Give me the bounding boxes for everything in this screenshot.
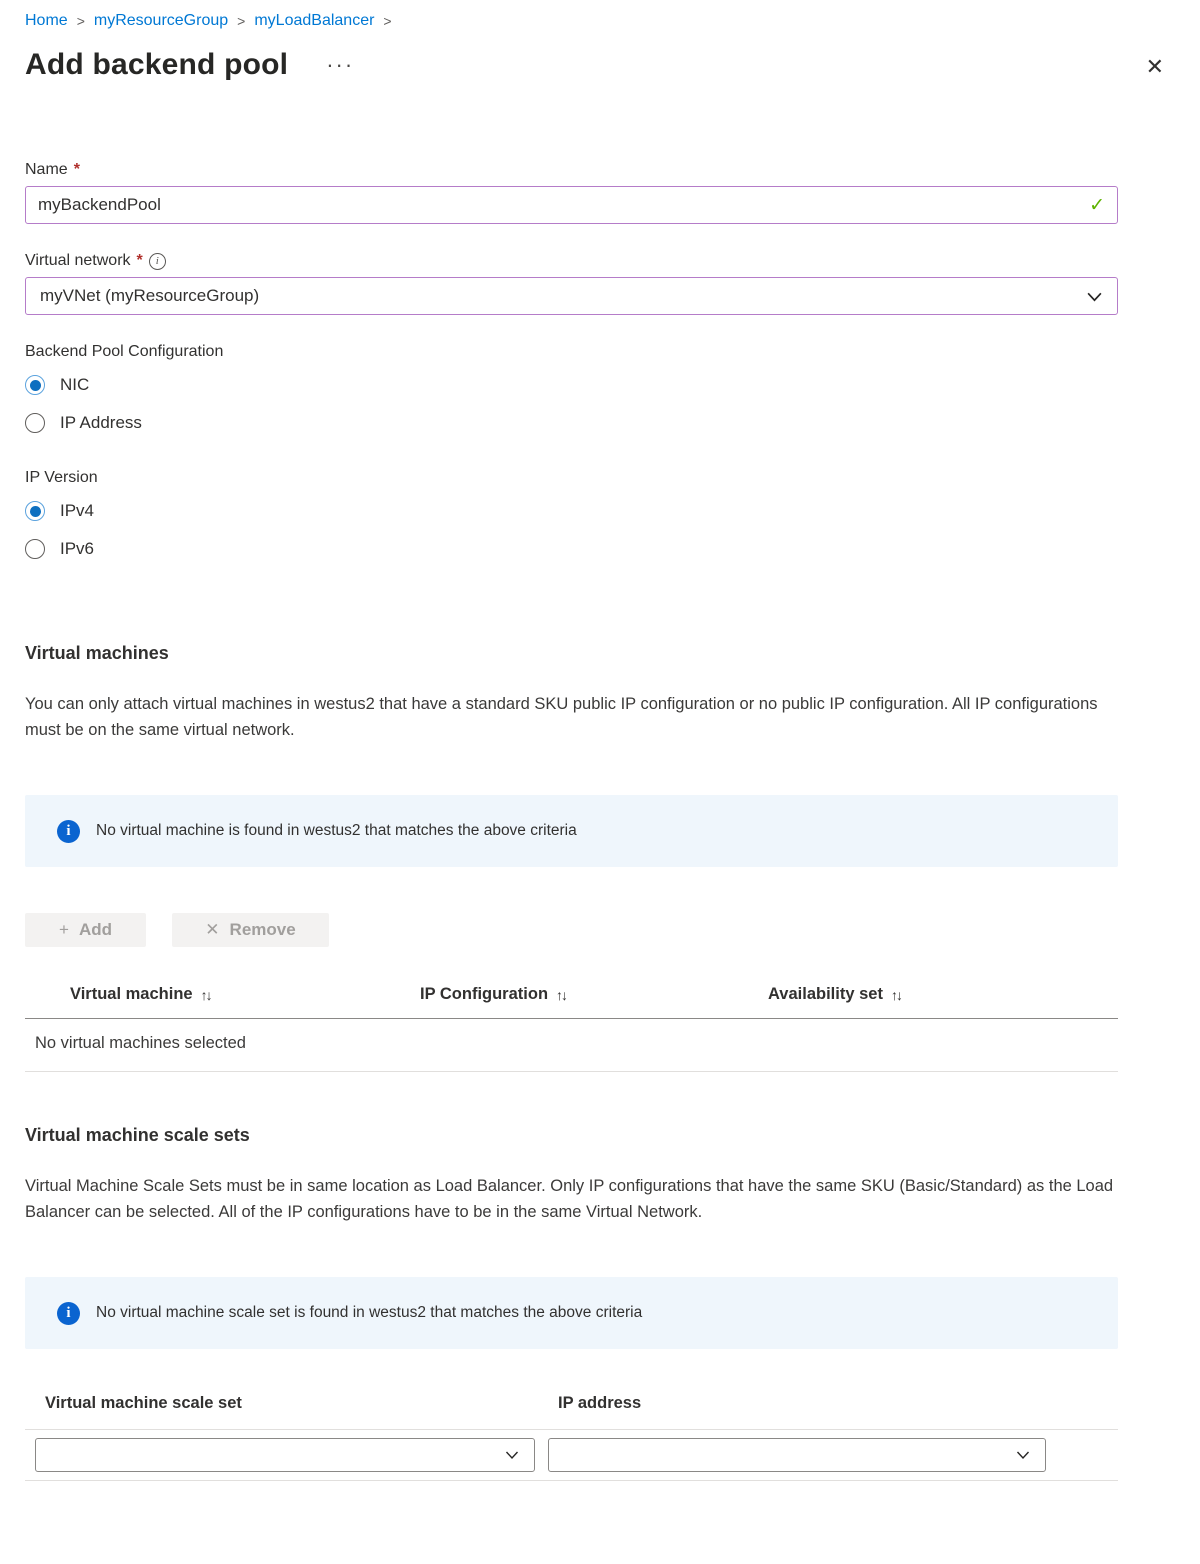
radio-nic[interactable]	[25, 371, 1118, 399]
page-title: Add backend pool	[25, 48, 289, 81]
plus-icon: +	[59, 920, 69, 939]
name-label: Name *	[25, 161, 80, 178]
vmss-description: Virtual Machine Scale Sets must be in same location as Load Balancer. Only IP configurations that have the same SKU (Basic/Standard) as the Load Balancer can be selected. All of the IP configurations have to be in the same Virtual Network.	[25, 1177, 1114, 1221]
breadcrumb	[25, 12, 1118, 30]
virtual-network-dropdown[interactable]	[25, 277, 1118, 315]
radio-ipv6[interactable]	[25, 535, 1118, 563]
chevron-down-icon	[504, 1447, 520, 1463]
radio-selected-icon	[25, 375, 45, 395]
radio-ipv6-label: IPv6	[60, 539, 95, 558]
info-icon: i	[57, 1302, 80, 1325]
backend-pool-configuration-label: Backend Pool Configuration	[25, 343, 224, 360]
vm-table-header	[25, 985, 1118, 1019]
add-button[interactable]: + Add	[25, 913, 146, 947]
virtual-network-field	[25, 252, 1118, 315]
required-asterisk: *	[136, 252, 143, 269]
title-row	[25, 43, 1118, 87]
valid-check-icon: ✓	[1089, 194, 1105, 216]
vmss-scale-set-dropdown[interactable]	[35, 1438, 535, 1472]
sort-icon: ↑↓	[890, 986, 901, 1003]
backend-pool-configuration-group	[25, 343, 1118, 437]
virtual-network-value: myVNet (myResourceGroup)	[40, 286, 260, 305]
virtual-machines-table	[25, 985, 1118, 1072]
divider	[25, 1480, 1118, 1481]
radio-ipv4-label: IPv4	[60, 501, 95, 520]
vm-info-banner	[25, 795, 1118, 867]
vm-info-banner-text: No virtual machine is found in westus2 that matches the above criteria	[96, 822, 577, 839]
divider	[25, 1429, 1118, 1430]
vmss-ip-address-label: IP address	[558, 1394, 642, 1412]
sort-icon: ↑↓	[556, 986, 567, 1003]
breadcrumb-resource-group[interactable]: myResourceGroup	[93, 12, 229, 29]
breadcrumb-separator-icon: >	[383, 13, 392, 29]
vmss-heading: Virtual machine scale sets	[25, 1125, 250, 1145]
breadcrumb-separator-icon: >	[76, 13, 85, 29]
x-icon: ✕	[205, 920, 220, 939]
virtual-machines-description: You can only attach virtual machines in westus2 that have a standard SKU public IP configuration or no public IP configuration. All IP configurations must be on the same virtual network.	[25, 695, 1098, 739]
radio-selected-icon	[25, 501, 45, 521]
vmss-ip-address-dropdown[interactable]	[548, 1438, 1046, 1472]
column-header-virtual-machine[interactable]: Virtual machine ↑↓	[70, 985, 211, 1003]
radio-unselected-icon	[25, 539, 45, 559]
info-icon[interactable]: i	[149, 253, 166, 270]
radio-ip-address-label: IP Address	[60, 413, 142, 432]
virtual-network-label: Virtual network * i	[25, 252, 1118, 270]
more-options-button[interactable]: ···	[326, 52, 355, 77]
name-input[interactable]	[38, 195, 1081, 215]
ip-version-group	[25, 469, 1118, 563]
required-asterisk: *	[73, 161, 80, 178]
radio-ip-address[interactable]	[25, 409, 1118, 437]
vmss-info-banner-text: No virtual machine scale set is found in westus2 that matches the above criteria	[96, 1304, 643, 1321]
vmss-column-labels	[25, 1394, 1118, 1413]
chevron-down-icon	[1015, 1447, 1031, 1463]
chevron-down-icon	[1086, 288, 1103, 305]
name-field	[25, 161, 1118, 224]
name-input-container	[25, 186, 1118, 224]
breadcrumb-home[interactable]: Home	[25, 12, 68, 29]
remove-button[interactable]: ✕ Remove	[172, 913, 329, 947]
close-icon[interactable]: ✕	[1145, 54, 1164, 79]
vmss-info-banner	[25, 1277, 1118, 1349]
virtual-machines-heading: Virtual machines	[25, 643, 169, 663]
vm-toolbar	[25, 913, 1118, 947]
info-icon: i	[57, 820, 80, 843]
vm-table-empty-row: No virtual machines selected	[25, 1019, 1118, 1072]
breadcrumb-separator-icon: >	[237, 13, 246, 29]
column-header-ip-configuration[interactable]: IP Configuration ↑↓	[420, 985, 567, 1003]
radio-ipv4[interactable]	[25, 497, 1118, 525]
ip-version-label: IP Version	[25, 469, 98, 486]
radio-nic-label: NIC	[60, 375, 90, 394]
breadcrumb-load-balancer[interactable]: myLoadBalancer	[254, 12, 375, 29]
radio-unselected-icon	[25, 413, 45, 433]
column-header-availability-set[interactable]: Availability set ↑↓	[768, 985, 901, 1003]
sort-icon: ↑↓	[200, 986, 211, 1003]
vmss-scale-set-label: Virtual machine scale set	[45, 1394, 242, 1412]
vmss-selects-row	[25, 1438, 1118, 1472]
